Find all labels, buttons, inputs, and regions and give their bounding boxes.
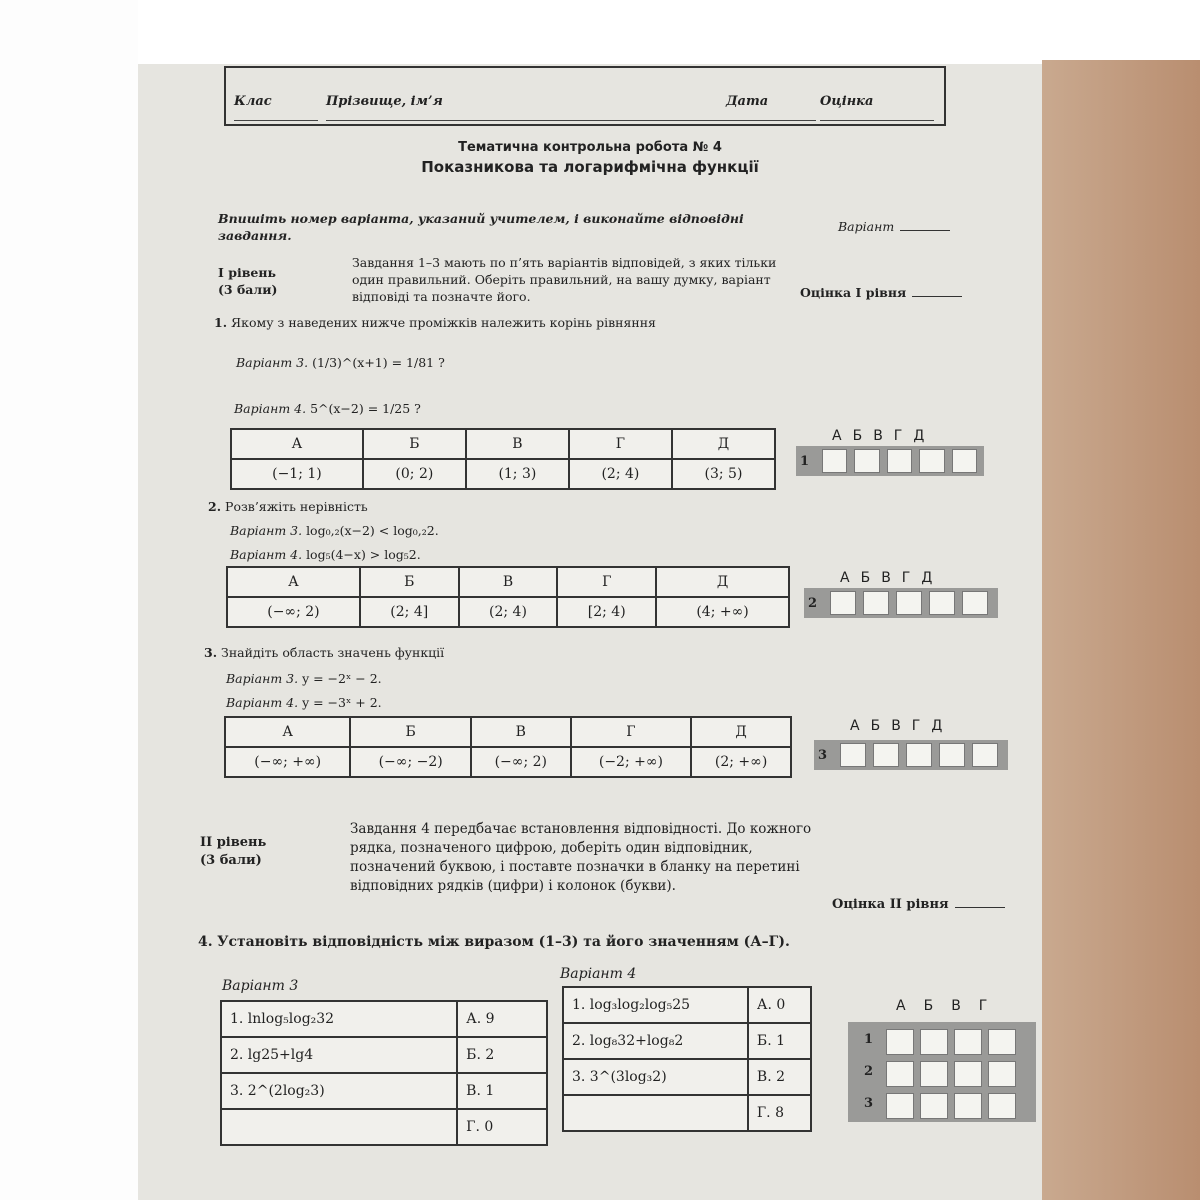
option-cell: (1; 3) [466, 459, 569, 489]
task2-v3-expr: log₀,₂(x−2) < log₀,₂2. [306, 523, 439, 538]
option-cell: (2; 4) [569, 459, 672, 489]
task2-variant3 [230, 522, 439, 539]
task1-options-table [230, 428, 776, 490]
letter-v: В [471, 717, 571, 747]
option-cell: (−2; +∞) [571, 747, 692, 777]
variant-label: Варіант [838, 219, 895, 234]
letter-a: А [227, 567, 360, 597]
expression-cell [221, 1109, 457, 1145]
task2-question [208, 498, 368, 515]
answer-box-b[interactable] [920, 1029, 948, 1055]
value-cell: Б. 2 [457, 1037, 547, 1073]
answer-box-b[interactable] [873, 743, 899, 767]
task4-text: Установіть відповідність між виразом (1–3) та його значенням (А–Г). [217, 934, 790, 950]
option-cell: [2; 4) [557, 597, 656, 627]
answer-box-b[interactable] [920, 1061, 948, 1087]
answer-box-g[interactable] [929, 591, 955, 615]
answer-box-a[interactable] [886, 1093, 914, 1119]
level2-points: (3 бали) [200, 853, 262, 868]
task2-v4-expr: log₅(4−x) > log₅2. [306, 547, 421, 562]
letter-d: Д [691, 717, 791, 747]
letter-g: Г [571, 717, 692, 747]
level2-instructions: Завдання 4 передбачає встановлення відповідності. До кожного рядка, позначеного цифрою, доберіть один відповідник, позначений буквою, і поставте позначки в бланку на перетині відповідних рядків (цифри) і колонок (букви). [350, 821, 812, 894]
answer-box-a[interactable] [886, 1029, 914, 1055]
letter-v: В [466, 429, 569, 459]
answer-box-a[interactable] [840, 743, 866, 767]
date-label: Дата [726, 94, 769, 109]
task3-v4-label: Варіант 4. [226, 695, 299, 710]
date-field[interactable] [726, 94, 826, 120]
answer-box-v[interactable] [887, 449, 913, 473]
grid1-letters: АБВГД [832, 428, 936, 444]
task2-number: 2. [208, 499, 222, 514]
value-cell: Г. 0 [457, 1109, 547, 1145]
answer-box-a[interactable] [886, 1061, 914, 1087]
grade-field[interactable] [820, 94, 934, 121]
option-cell: (2; +∞) [691, 747, 791, 777]
answer-box-v[interactable] [954, 1093, 982, 1119]
level2-grade-label: Оцінка ІІ рівня [832, 897, 949, 912]
task1-number: 1. [214, 315, 228, 330]
intro-text: Впишіть номер варіанта, указаний учителем, і виконайте відповідні завдання. [218, 211, 744, 243]
grid-row-number: 3 [818, 747, 828, 763]
name-label: Прізвище, ім’я [326, 94, 443, 109]
task3-number: 3. [204, 645, 218, 660]
task3-v4-expr: y = −3ˣ + 2. [302, 695, 382, 710]
grid4-row [848, 1058, 1036, 1088]
option-cell: (2; 4] [360, 597, 459, 627]
answer-box-g[interactable] [988, 1029, 1016, 1055]
answer-box-g[interactable] [939, 743, 965, 767]
answer-box-g[interactable] [919, 449, 945, 473]
student-info-box [224, 66, 946, 126]
answer-grid-3 [814, 740, 1008, 770]
option-cell: (−∞; 2) [471, 747, 571, 777]
letter-d: Д [656, 567, 789, 597]
letter-b: Б [363, 429, 466, 459]
grid-row-number: 2 [808, 595, 818, 611]
task1-variant3 [236, 354, 445, 371]
task4-variant3-table [220, 1000, 548, 1146]
expression-cell: 2. lg25+lg4 [221, 1037, 457, 1073]
option-cell: (−∞; 2) [227, 597, 360, 627]
task2-v4-label: Варіант 4. [230, 547, 303, 562]
answer-box-d[interactable] [952, 449, 978, 473]
task2-options-table [226, 566, 790, 628]
expression-cell [563, 1095, 748, 1131]
value-cell: В. 1 [457, 1073, 547, 1109]
grid-row-number: 1 [864, 1032, 874, 1047]
test-title: Показникова та логарифмічна функції [421, 158, 759, 176]
task3-v3-label: Варіант 3. [226, 671, 299, 686]
task1-v4-label: Варіант 4. [234, 401, 307, 416]
class-label: Клас [234, 94, 272, 109]
answer-box-v[interactable] [906, 743, 932, 767]
letter-b: Б [350, 717, 471, 747]
grid4-row [848, 1026, 1036, 1056]
desk-background-wood [1042, 60, 1200, 1200]
answer-box-a[interactable] [830, 591, 856, 615]
answer-box-v[interactable] [896, 591, 922, 615]
answer-box-d[interactable] [962, 591, 988, 615]
class-field[interactable] [234, 94, 318, 121]
task1-question [214, 314, 656, 331]
answer-grid-2 [804, 588, 998, 618]
value-cell: Б. 1 [748, 1023, 811, 1059]
answer-grid-4 [848, 1022, 1036, 1122]
level1-grade-label: Оцінка І рівня [800, 285, 907, 300]
answer-box-v[interactable] [954, 1061, 982, 1087]
task3-text: Знайдіть область значень функції [221, 645, 445, 660]
letter-g: Г [569, 429, 672, 459]
letter-v: В [459, 567, 558, 597]
letter-a: А [225, 717, 350, 747]
task3-question [204, 644, 444, 661]
grid4-letters: АБВГ [896, 998, 1006, 1014]
value-cell: В. 2 [748, 1059, 811, 1095]
task4-v3-title: Варіант 3 [222, 978, 299, 994]
grid-row-number: 3 [864, 1096, 874, 1111]
task2-v3-label: Варіант 3. [230, 523, 303, 538]
level2-label: ІІ рівень [200, 835, 267, 850]
answer-box-g[interactable] [988, 1061, 1016, 1087]
option-cell: (4; +∞) [656, 597, 789, 627]
option-cell: (0; 2) [363, 459, 466, 489]
task3-variant3 [226, 670, 382, 687]
desk-background [0, 0, 138, 1200]
expression-cell: 1. lnlog₅log₂32 [221, 1001, 457, 1037]
answer-box-v[interactable] [954, 1029, 982, 1055]
task3-options-table [224, 716, 792, 778]
task2-text: Розв’яжіть нерівність [225, 499, 368, 514]
level1-instructions: Завдання 1–3 мають по п’ять варіантів відповідей, з яких тільки один правильний. Оберіть правильний, на вашу думку, варіант відповіді та позначте його. [352, 255, 777, 304]
task1-variant4 [234, 400, 421, 417]
letter-g: Г [557, 567, 656, 597]
task4-v4-title: Варіант 4 [560, 966, 637, 982]
option-cell: (−∞; +∞) [225, 747, 350, 777]
grid4-row [848, 1090, 1036, 1120]
grade-label: Оцінка [820, 94, 874, 109]
answer-box-b[interactable] [920, 1093, 948, 1119]
answer-box-a[interactable] [822, 449, 848, 473]
answer-box-b[interactable] [854, 449, 880, 473]
letter-d: Д [672, 429, 775, 459]
value-cell: А. 9 [457, 1001, 547, 1037]
grid2-letters: АБВГД [840, 570, 944, 586]
level2-grade-field[interactable] [832, 896, 1005, 913]
value-cell: Г. 8 [748, 1095, 811, 1131]
grid-row-number: 2 [864, 1064, 874, 1079]
task4-number: 4. [198, 934, 213, 950]
grid3-letters: АБВГД [850, 718, 954, 734]
task1-text: Якому з наведених нижче проміжків належить корінь рівняння [231, 315, 656, 330]
expression-cell: 3. 2^(2log₂3) [221, 1073, 457, 1109]
expression-cell: 3. 3^(3log₃2) [563, 1059, 748, 1095]
answer-grid-1 [796, 446, 984, 476]
level1-label: І рівень [218, 265, 276, 280]
option-cell: (3; 5) [672, 459, 775, 489]
task3-v3-expr: y = −2ˣ − 2. [302, 671, 382, 686]
level1-grade-field[interactable] [800, 284, 962, 301]
option-cell: (2; 4) [459, 597, 558, 627]
letter-b: Б [360, 567, 459, 597]
test-subtitle: Тематична контрольна робота № 4 [458, 140, 722, 155]
letter-a: А [231, 429, 363, 459]
task1-v3-label: Варіант 3. [236, 355, 309, 370]
task4-variant4-table [562, 986, 812, 1132]
expression-cell: 1. log₃log₂log₅25 [563, 987, 748, 1023]
level1-points: (3 бали) [218, 282, 278, 297]
option-cell: (−1; 1) [231, 459, 363, 489]
answer-box-d[interactable] [972, 743, 998, 767]
task4-question [198, 934, 790, 951]
task1-v4-expr: 5^(x−2) = 1/25 ? [310, 401, 421, 416]
task1-v3-expr: (1/3)^(x+1) = 1/81 ? [312, 355, 445, 370]
worksheet-page [138, 64, 1042, 1200]
answer-box-b[interactable] [863, 591, 889, 615]
expression-cell: 2. log₈32+log₈2 [563, 1023, 748, 1059]
option-cell: (−∞; −2) [350, 747, 471, 777]
grid-row-number: 1 [800, 453, 810, 469]
answer-box-g[interactable] [988, 1093, 1016, 1119]
value-cell: А. 0 [748, 987, 811, 1023]
task3-variant4 [226, 694, 382, 711]
variant-field[interactable] [838, 218, 950, 235]
task2-variant4 [230, 546, 421, 563]
